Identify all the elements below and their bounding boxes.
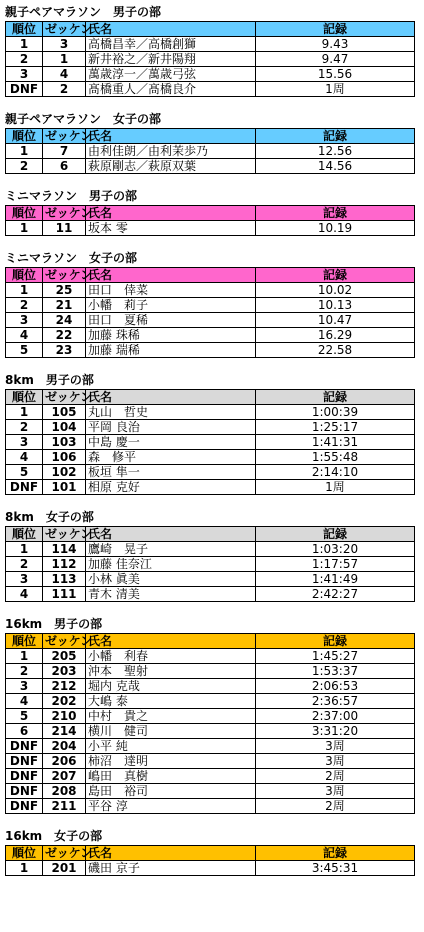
rank-cell: 4	[6, 694, 43, 709]
rank-cell: DNF	[6, 480, 43, 495]
bib-cell: 212	[43, 679, 86, 694]
record-cell: 16.29	[256, 328, 415, 343]
header-record: 記録	[256, 129, 415, 144]
name-cell: 小幡 莉子	[86, 298, 256, 313]
rank-cell: 1	[6, 861, 43, 876]
record-cell: 9.47	[256, 52, 415, 67]
record-cell: 10.47	[256, 313, 415, 328]
record-cell: 3:45:31	[256, 861, 415, 876]
rank-cell: 3	[6, 679, 43, 694]
table-row	[6, 784, 415, 799]
table-row	[6, 405, 415, 420]
bib-cell: 206	[43, 754, 86, 769]
name-cell: 新井裕之／新井陽翔	[86, 52, 256, 67]
table-row	[6, 221, 415, 236]
bib-cell: 6	[43, 159, 86, 174]
bib-cell: 104	[43, 420, 86, 435]
header-name: 氏名	[86, 268, 256, 283]
bib-cell: 102	[43, 465, 86, 480]
record-cell: 1:25:17	[256, 420, 415, 435]
rank-cell: 1	[6, 649, 43, 664]
results-table	[5, 633, 415, 814]
results-table	[5, 845, 415, 876]
record-cell: 12.56	[256, 144, 415, 159]
record-cell: 1:03:20	[256, 542, 415, 557]
header-name: 氏名	[86, 22, 256, 37]
name-cell: 加藤 佳奈江	[86, 557, 256, 572]
bib-cell: 2	[43, 82, 86, 97]
name-cell: 磯田 京子	[86, 861, 256, 876]
table-row	[6, 572, 415, 587]
section-title: 親子ペアマラソン 男子の部	[5, 5, 162, 19]
table-header-row	[6, 846, 415, 861]
record-cell: 1:41:49	[256, 572, 415, 587]
header-name: 氏名	[86, 846, 256, 861]
table-row	[6, 861, 415, 876]
table-row	[6, 343, 415, 358]
header-name: 氏名	[86, 634, 256, 649]
bib-cell: 205	[43, 649, 86, 664]
name-cell: 青木 清美	[86, 587, 256, 602]
rank-cell: 5	[6, 709, 43, 724]
table-row	[6, 37, 415, 52]
rank-cell: 3	[6, 572, 43, 587]
rank-cell: DNF	[6, 754, 43, 769]
bib-cell: 24	[43, 313, 86, 328]
section-title: 親子ペアマラソン 女子の部	[5, 112, 162, 126]
header-record: 記録	[256, 206, 415, 221]
result-section	[5, 616, 415, 814]
rank-cell: 1	[6, 542, 43, 557]
record-cell: 2:36:57	[256, 694, 415, 709]
bib-cell: 22	[43, 328, 86, 343]
name-cell: 小林 眞美	[86, 572, 256, 587]
record-cell: 1周	[256, 82, 415, 97]
bib-cell: 210	[43, 709, 86, 724]
header-record: 記録	[256, 268, 415, 283]
rank-cell: DNF	[6, 769, 43, 784]
record-cell: 1:45:27	[256, 649, 415, 664]
name-cell: 相原 克好	[86, 480, 256, 495]
header-bib: ゼッケン	[43, 268, 86, 283]
table-row	[6, 664, 415, 679]
result-section	[5, 509, 415, 602]
name-cell: 由利佳朗／由利茉歩乃	[86, 144, 256, 159]
table-header-row	[6, 22, 415, 37]
rank-cell: 2	[6, 52, 43, 67]
bib-cell: 23	[43, 343, 86, 358]
bib-cell: 111	[43, 587, 86, 602]
bib-cell: 4	[43, 67, 86, 82]
table-row	[6, 313, 415, 328]
header-bib: ゼッケン	[43, 390, 86, 405]
rank-cell: 2	[6, 557, 43, 572]
bib-cell: 214	[43, 724, 86, 739]
rank-cell: 3	[6, 313, 43, 328]
header-rank: 順位	[6, 206, 43, 221]
name-cell: 堀内 克哉	[86, 679, 256, 694]
bib-cell: 1	[43, 52, 86, 67]
bib-cell: 105	[43, 405, 86, 420]
table-row	[6, 587, 415, 602]
rank-cell: 2	[6, 159, 43, 174]
rank-cell: 1	[6, 283, 43, 298]
rank-cell: 2	[6, 664, 43, 679]
section-title: 16km 女子の部	[5, 829, 103, 843]
bib-cell: 201	[43, 861, 86, 876]
table-row	[6, 694, 415, 709]
header-rank: 順位	[6, 129, 43, 144]
record-cell: 1:17:57	[256, 557, 415, 572]
name-cell: 丸山 哲史	[86, 405, 256, 420]
rank-cell: 4	[6, 328, 43, 343]
table-row	[6, 480, 415, 495]
record-cell: 3周	[256, 754, 415, 769]
record-cell: 10.19	[256, 221, 415, 236]
section-title: 8km 女子の部	[5, 510, 94, 524]
bib-cell: 113	[43, 572, 86, 587]
bib-cell: 11	[43, 221, 86, 236]
record-cell: 2:42:27	[256, 587, 415, 602]
header-rank: 順位	[6, 527, 43, 542]
name-cell: 嶋田 真樹	[86, 769, 256, 784]
rank-cell: 3	[6, 435, 43, 450]
table-row	[6, 649, 415, 664]
rank-cell: DNF	[6, 784, 43, 799]
name-cell: 高橋昌幸／高橋創獅	[86, 37, 256, 52]
header-name: 氏名	[86, 527, 256, 542]
record-cell: 3周	[256, 784, 415, 799]
name-cell: 萬歳淳一／萬歳弓弦	[86, 67, 256, 82]
section-title: 16km 男子の部	[5, 617, 103, 631]
bib-cell: 114	[43, 542, 86, 557]
header-bib: ゼッケン	[43, 527, 86, 542]
results-table	[5, 389, 415, 495]
table-header-row	[6, 129, 415, 144]
result-section	[5, 828, 415, 876]
results-table	[5, 526, 415, 602]
record-cell: 2周	[256, 769, 415, 784]
section-title: ミニマラソン 女子の部	[5, 251, 138, 265]
results-table	[5, 21, 415, 97]
table-row	[6, 754, 415, 769]
table-row	[6, 298, 415, 313]
name-cell: 田口 倖菜	[86, 283, 256, 298]
result-section	[5, 372, 415, 495]
name-cell: 小平 純	[86, 739, 256, 754]
name-cell: 中村 貴之	[86, 709, 256, 724]
table-header-row	[6, 634, 415, 649]
header-bib: ゼッケン	[43, 846, 86, 861]
bib-cell: 21	[43, 298, 86, 313]
header-record: 記録	[256, 527, 415, 542]
record-cell: 3周	[256, 739, 415, 754]
table-row	[6, 144, 415, 159]
result-section	[5, 4, 415, 97]
rank-cell: DNF	[6, 799, 43, 814]
header-record: 記録	[256, 390, 415, 405]
header-name: 氏名	[86, 206, 256, 221]
table-row	[6, 724, 415, 739]
record-cell: 1:55:48	[256, 450, 415, 465]
bib-cell: 203	[43, 664, 86, 679]
name-cell: 島田 裕司	[86, 784, 256, 799]
table-row	[6, 420, 415, 435]
name-cell: 加藤 珠稀	[86, 328, 256, 343]
bib-cell: 25	[43, 283, 86, 298]
record-cell: 1:00:39	[256, 405, 415, 420]
section-title: ミニマラソン 男子の部	[5, 189, 138, 203]
record-cell: 1:41:31	[256, 435, 415, 450]
rank-cell: 5	[6, 465, 43, 480]
header-name: 氏名	[86, 390, 256, 405]
table-header-row	[6, 206, 415, 221]
results-table	[5, 205, 415, 236]
bib-cell: 7	[43, 144, 86, 159]
bib-cell: 204	[43, 739, 86, 754]
header-bib: ゼッケン	[43, 634, 86, 649]
table-header-row	[6, 268, 415, 283]
bib-cell: 112	[43, 557, 86, 572]
rank-cell: 1	[6, 405, 43, 420]
rank-cell: DNF	[6, 739, 43, 754]
record-cell: 9.43	[256, 37, 415, 52]
rank-cell: 1	[6, 144, 43, 159]
header-name: 氏名	[86, 129, 256, 144]
name-cell: 田口 夏稀	[86, 313, 256, 328]
header-bib: ゼッケン	[43, 206, 86, 221]
record-cell: 10.13	[256, 298, 415, 313]
rank-cell: 4	[6, 450, 43, 465]
table-row	[6, 283, 415, 298]
results-table	[5, 128, 415, 174]
name-cell: 小幡 利春	[86, 649, 256, 664]
rank-cell: 2	[6, 420, 43, 435]
rank-cell: 4	[6, 587, 43, 602]
header-record: 記録	[256, 22, 415, 37]
table-row	[6, 52, 415, 67]
rank-cell: 1	[6, 221, 43, 236]
name-cell: 加藤 瑞稀	[86, 343, 256, 358]
table-row	[6, 450, 415, 465]
table-row	[6, 542, 415, 557]
name-cell: 髙橋重人／髙橋良介	[86, 82, 256, 97]
record-cell: 22.58	[256, 343, 415, 358]
name-cell: 平谷 淳	[86, 799, 256, 814]
bib-cell: 106	[43, 450, 86, 465]
header-rank: 順位	[6, 22, 43, 37]
result-section	[5, 111, 415, 174]
rank-cell: 2	[6, 298, 43, 313]
bib-cell: 202	[43, 694, 86, 709]
header-rank: 順位	[6, 846, 43, 861]
table-row	[6, 328, 415, 343]
result-section	[5, 188, 415, 236]
bib-cell: 207	[43, 769, 86, 784]
header-rank: 順位	[6, 268, 43, 283]
bib-cell: 103	[43, 435, 86, 450]
record-cell: 1:53:37	[256, 664, 415, 679]
header-rank: 順位	[6, 634, 43, 649]
name-cell: 沖本 聖射	[86, 664, 256, 679]
header-record: 記録	[256, 846, 415, 861]
name-cell: 柿沼 達明	[86, 754, 256, 769]
record-cell: 2:06:53	[256, 679, 415, 694]
rank-cell: 1	[6, 37, 43, 52]
table-header-row	[6, 527, 415, 542]
table-row	[6, 769, 415, 784]
rank-cell: 5	[6, 343, 43, 358]
name-cell: 大嶋 泰	[86, 694, 256, 709]
header-rank: 順位	[6, 390, 43, 405]
record-cell: 2:37:00	[256, 709, 415, 724]
name-cell: 板垣 隼一	[86, 465, 256, 480]
record-cell: 14.56	[256, 159, 415, 174]
table-row	[6, 82, 415, 97]
name-cell: 鷹崎 晃子	[86, 542, 256, 557]
table-row	[6, 465, 415, 480]
table-row	[6, 739, 415, 754]
bib-cell: 101	[43, 480, 86, 495]
header-record: 記録	[256, 634, 415, 649]
record-cell: 1周	[256, 480, 415, 495]
bib-cell: 208	[43, 784, 86, 799]
record-cell: 10.02	[256, 283, 415, 298]
record-cell: 3:31:20	[256, 724, 415, 739]
results-document	[5, 4, 415, 890]
name-cell: 坂本 零	[86, 221, 256, 236]
results-table	[5, 267, 415, 358]
name-cell: 森 修平	[86, 450, 256, 465]
result-section	[5, 250, 415, 358]
table-header-row	[6, 390, 415, 405]
name-cell: 平岡 良治	[86, 420, 256, 435]
rank-cell: 3	[6, 67, 43, 82]
table-row	[6, 679, 415, 694]
table-row	[6, 799, 415, 814]
record-cell: 2:14:10	[256, 465, 415, 480]
name-cell: 萩原剛志／萩原双葉	[86, 159, 256, 174]
table-row	[6, 435, 415, 450]
table-row	[6, 557, 415, 572]
section-title: 8km 男子の部	[5, 373, 94, 387]
record-cell: 2周	[256, 799, 415, 814]
header-bib: ゼッケン	[43, 129, 86, 144]
bib-cell: 3	[43, 37, 86, 52]
name-cell: 中島 慶一	[86, 435, 256, 450]
bib-cell: 211	[43, 799, 86, 814]
record-cell: 15.56	[256, 67, 415, 82]
table-row	[6, 709, 415, 724]
rank-cell: 6	[6, 724, 43, 739]
table-row	[6, 67, 415, 82]
rank-cell: DNF	[6, 82, 43, 97]
header-bib: ゼッケン	[43, 22, 86, 37]
table-row	[6, 159, 415, 174]
name-cell: 横川 健司	[86, 724, 256, 739]
